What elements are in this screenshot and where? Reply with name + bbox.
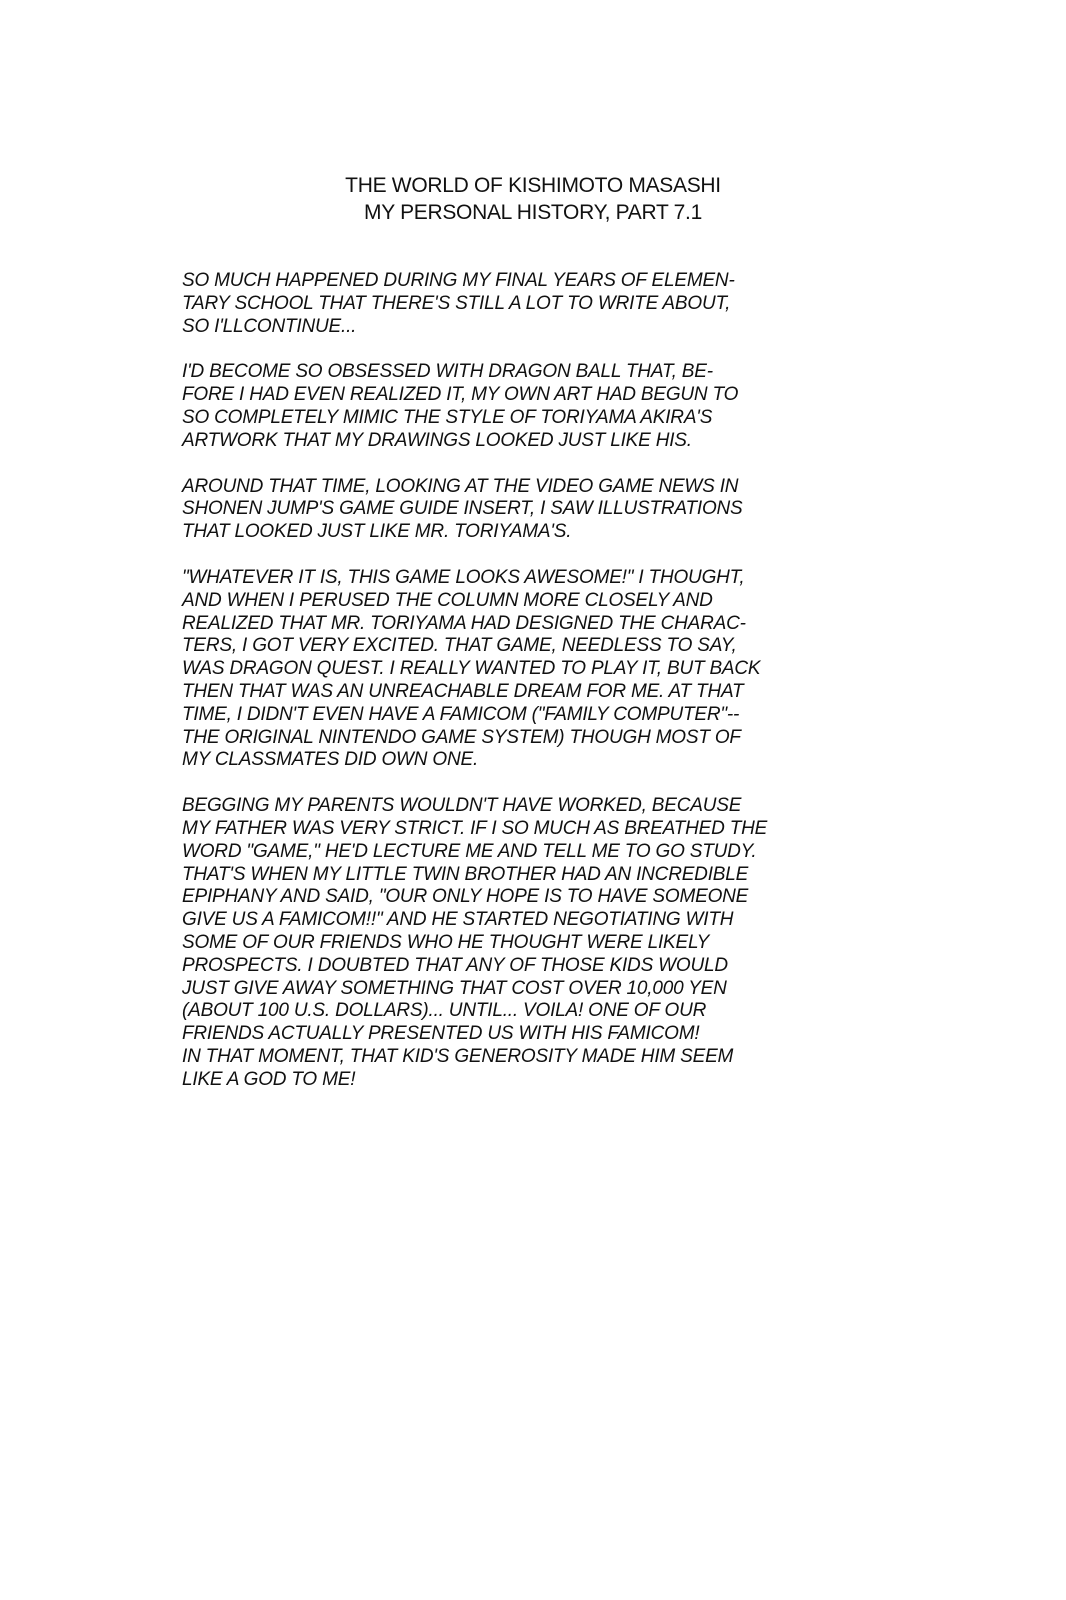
paragraph-line: THAT LOOKED JUST LIKE MR. TORIYAMA'S. (182, 521, 572, 543)
paragraph-line: EPIPHANY AND SAID, "OUR ONLY HOPE IS TO HAVE SOMEONE (182, 886, 749, 908)
title-block (0, 172, 1066, 226)
paragraph-1 (182, 270, 882, 338)
paragraph-line: THEN THAT WAS AN UNREACHABLE DREAM FOR ME. AT THAT (182, 680, 744, 702)
paragraph-line: IN THAT MOMENT, THAT KID'S GENEROSITY MADE HIM SEEM (182, 1045, 734, 1067)
paragraph-line: SOME OF OUR FRIENDS WHO HE THOUGHT WERE LIKELY (182, 931, 710, 953)
paragraph-line: (ABOUT 100 U.S. DOLLARS)... UNTIL... VOILA! ONE OF OUR (182, 1000, 707, 1022)
paragraph-line: MY CLASSMATES DID OWN ONE. (182, 749, 479, 771)
paragraph-line: TERS, I GOT VERY EXCITED. THAT GAME, NEEDLESS TO SAY, (182, 635, 737, 657)
paragraph-line: TIME, I DIDN'T EVEN HAVE A FAMICOM ("FAMILY COMPUTER"-- (182, 703, 740, 725)
paragraph-line: ARTWORK THAT MY DRAWINGS LOOKED JUST LIKE HIS. (182, 429, 692, 451)
paragraph-5 (182, 795, 882, 1091)
paragraph-line: JUST GIVE AWAY SOMETHING THAT COST OVER 10,000 YEN (182, 977, 727, 999)
paragraph-line: I'D BECOME SO OBSESSED WITH DRAGON BALL THAT, BE- (182, 361, 713, 383)
paragraph-line: GIVE US A FAMICOM!!" AND HE STARTED NEGOTIATING WITH (182, 909, 734, 931)
paragraph-line: WORD "GAME," HE'D LECTURE ME AND TELL ME TO GO STUDY. (182, 840, 757, 862)
paragraph-line: SO COMPLETELY MIMIC THE STYLE OF TORIYAMA AKIRA'S (182, 406, 713, 428)
paragraph-line: PROSPECTS. I DOUBTED THAT ANY OF THOSE KIDS WOULD (182, 954, 728, 976)
body-text (182, 270, 882, 1115)
paragraph-line: AROUND THAT TIME, LOOKING AT THE VIDEO GAME NEWS IN (182, 475, 739, 497)
paragraph-2 (182, 361, 882, 452)
paragraph-line: AND WHEN I PERUSED THE COLUMN MORE CLOSELY AND (182, 589, 713, 611)
paragraph-3 (182, 476, 882, 544)
paragraph-line: "WHATEVER IT IS, THIS GAME LOOKS AWESOME!" I THOUGHT, (182, 566, 745, 588)
paragraph-line: REALIZED THAT MR. TORIYAMA HAD DESIGNED THE CHARAC- (182, 612, 746, 634)
paragraph-line: BEGGING MY PARENTS WOULDN'T HAVE WORKED, BECAUSE (182, 795, 742, 817)
paragraph-line: MY FATHER WAS VERY STRICT. IF I SO MUCH AS BREATHED THE (182, 817, 768, 839)
paragraph-line: FORE I HAD EVEN REALIZED IT, MY OWN ART HAD BEGUN TO (182, 384, 739, 406)
paragraph-line: WAS DRAGON QUEST. I REALLY WANTED TO PLAY IT, BUT BACK (182, 658, 761, 680)
paragraph-line: SHONEN JUMP'S GAME GUIDE INSERT, I SAW ILLUSTRATIONS (182, 498, 743, 520)
paragraph-4 (182, 567, 882, 772)
paragraph-line: SO I'LLCONTINUE... (182, 315, 357, 337)
paragraph-line: SO MUCH HAPPENED DURING MY FINAL YEARS OF ELEMEN- (182, 270, 735, 291)
paragraph-line: TARY SCHOOL THAT THERE'S STILL A LOT TO WRITE ABOUT, (182, 292, 731, 314)
title-line-1: THE WORLD OF KISHIMOTO MASASHI (345, 174, 721, 197)
title-line-2: MY PERSONAL HISTORY, PART 7.1 (364, 201, 702, 224)
paragraph-line: THAT'S WHEN MY LITTLE TWIN BROTHER HAD AN INCREDIBLE (182, 863, 749, 885)
paragraph-line: FRIENDS ACTUALLY PRESENTED US WITH HIS FAMICOM! (182, 1023, 700, 1045)
paragraph-line: THE ORIGINAL NINTENDO GAME SYSTEM) THOUGH MOST OF (182, 726, 741, 748)
paragraph-line: LIKE A GOD TO ME! (182, 1068, 356, 1090)
